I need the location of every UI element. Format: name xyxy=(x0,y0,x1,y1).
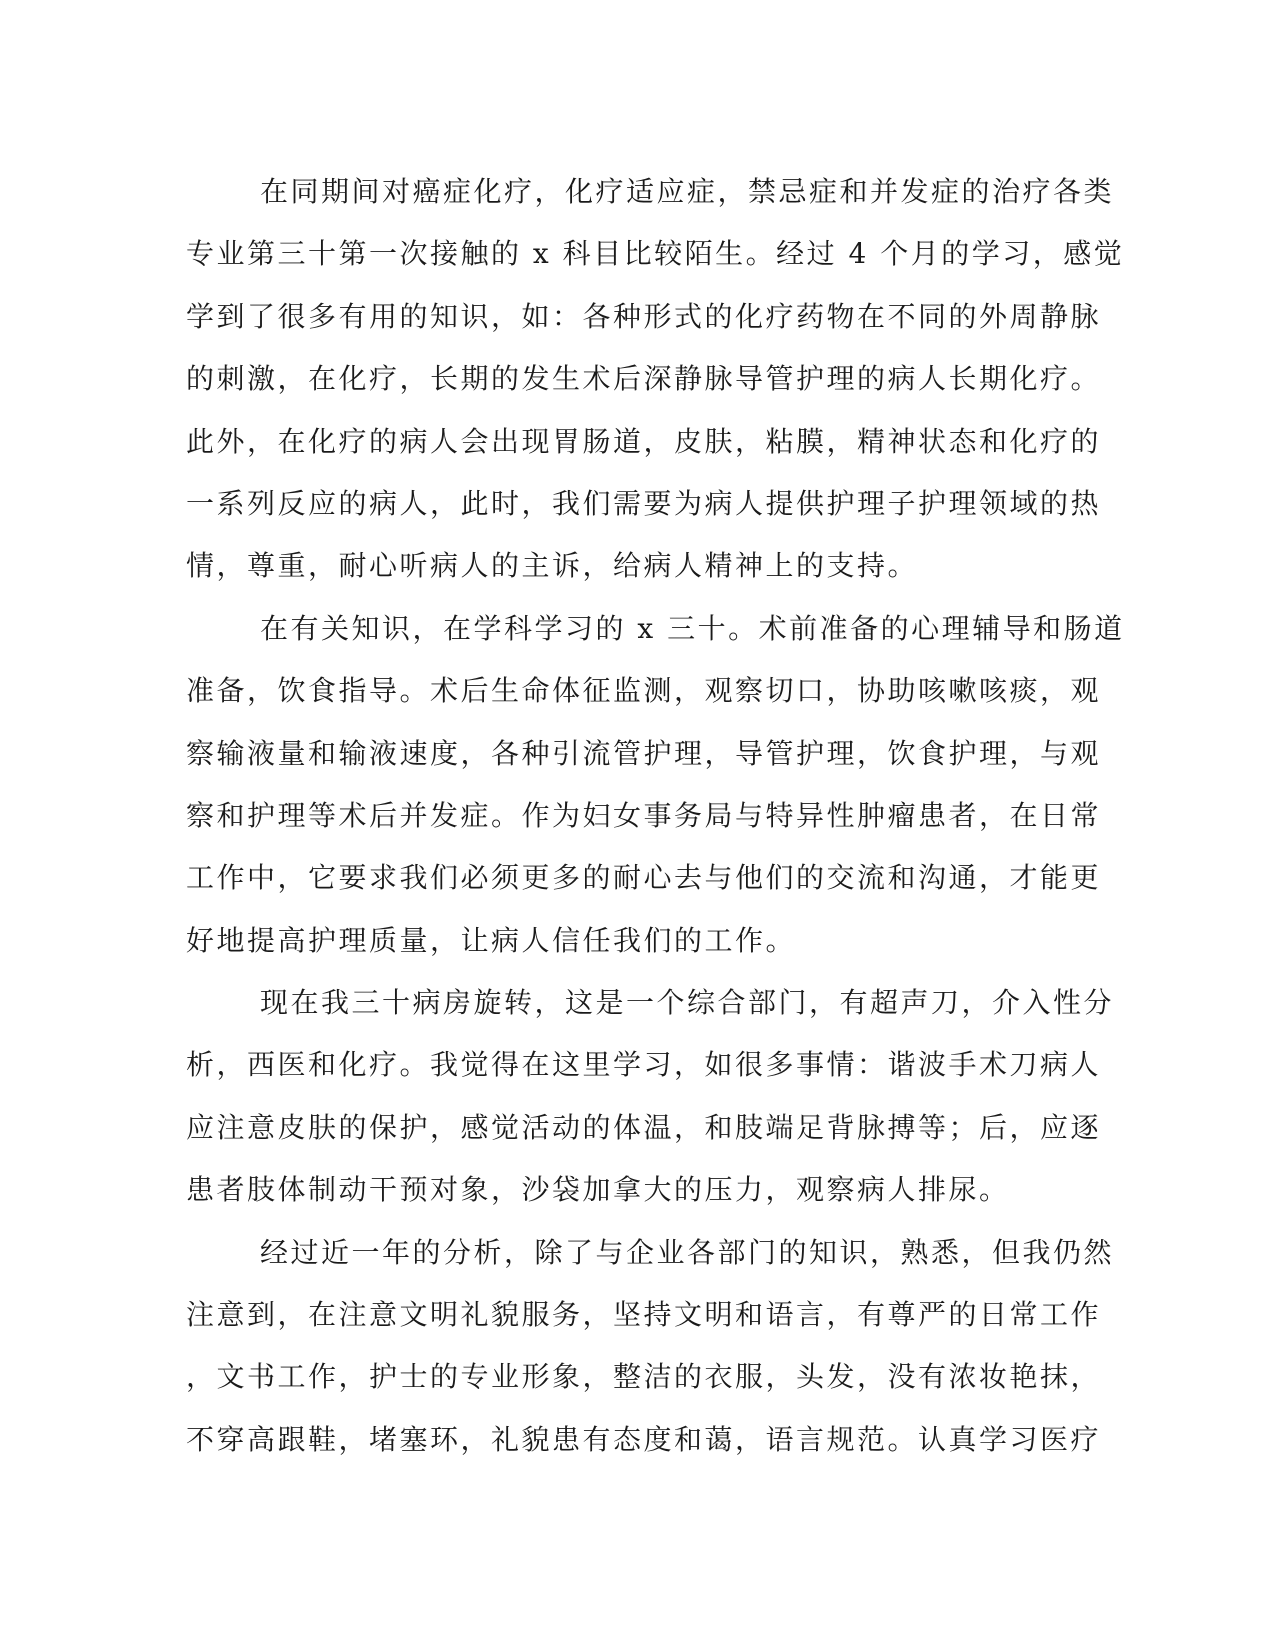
document-body xyxy=(186,161,1125,1471)
text-line: 经过近一年的分析，除了与企业各部门的知识，熟悉，但我仍然 xyxy=(260,1235,1115,1269)
text-line: 析，西医和化疗。我觉得在这里学习，如很多事情：谐波手术刀病人 xyxy=(186,1048,1102,1082)
text-line: 在有关知识，在学科学习的 x 三十。术前准备的心理辅导和肠道 xyxy=(260,611,1125,645)
text-line: 工作中，它要求我们必须更多的耐心去与他们的交流和沟通，才能更 xyxy=(186,861,1102,895)
text-line: 专业第三十第一次接触的 x 科目比较陌生。经过 4 个月的学习，感觉 xyxy=(186,237,1125,271)
text-line: 在同期间对癌症化疗，化疗适应症，禁忌症和并发症的治疗各类 xyxy=(260,175,1115,208)
text-line: 好地提高护理质量，让病人信任我们的工作。 xyxy=(186,923,797,957)
text-line: 一系列反应的病人，此时，我们需要为病人提供护理子护理领域的热 xyxy=(186,486,1102,520)
text-line: 学到了很多有用的知识，如：各种形式的化疗药物在不同的外周静脉 xyxy=(186,299,1102,333)
text-line: 不穿高跟鞋，堵塞环，礼貌患有态度和蔼，语言规范。认真学习医疗 xyxy=(186,1422,1102,1456)
text-line: 注意到，在注意文明礼貌服务，坚持文明和语言，有尊严的日常工作 xyxy=(186,1298,1102,1332)
text-line: 察和护理等术后并发症。作为妇女事务局与特异性肿瘤患者，在日常 xyxy=(186,798,1102,832)
text-line: 的刺激，在化疗，长期的发生术后深静脉导管护理的病人长期化疗。 xyxy=(186,362,1102,396)
text-line: 准备，饮食指导。术后生命体征监测，观察切口，协助咳嗽咳痰，观 xyxy=(186,674,1102,708)
text-line: ，文书工作，护士的专业形象，整洁的衣服，头发，没有浓妆艳抹， xyxy=(186,1360,1102,1394)
text-line: 患者肢体制动干预对象，沙袋加拿大的压力，观察病人排尿。 xyxy=(186,1173,1010,1207)
text-line: 应注意皮肤的保护，感觉活动的体温，和肢端足背脉搏等；后，应逐 xyxy=(186,1110,1102,1144)
text-line: 察输液量和输液速度，各种引流管护理，导管护理，饮食护理，与观 xyxy=(186,736,1102,770)
text-line: 现在我三十病房旋转，这是一个综合部门，有超声刀，介入性分 xyxy=(260,986,1115,1020)
text-line: 情，尊重，耐心听病人的主诉，给病人精神上的支持。 xyxy=(186,549,919,583)
text-line: 此外，在化疗的病人会出现胃肠道，皮肤，粘膜，精神状态和化疗的 xyxy=(186,424,1102,458)
